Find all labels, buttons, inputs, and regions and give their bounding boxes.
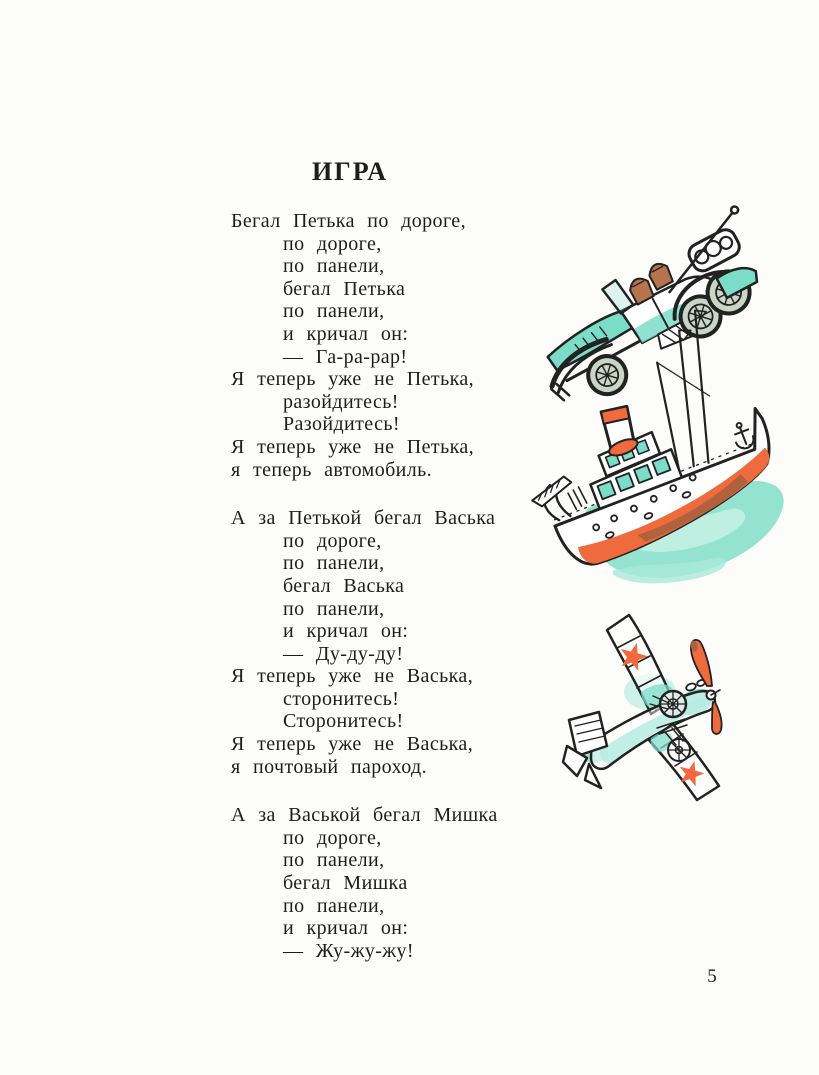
poem-line: Я теперь уже не Васька, (231, 733, 474, 756)
steamship-illustration (528, 318, 800, 610)
airplane-illustration (545, 600, 819, 830)
poem-line: по панели, (283, 597, 385, 620)
poem-line: по панели, (283, 255, 385, 278)
poem-line: Разойдитесь! (283, 413, 400, 436)
poem-line: Бегал Петька по дороге, (231, 210, 466, 232)
poem-line: бегал Петька (283, 277, 406, 300)
poem-line: — Ду-ду-ду! (283, 642, 404, 665)
stanza (231, 210, 498, 481)
poem-line: и кричал он: (283, 917, 409, 940)
poem-line: Я теперь уже не Петька, (231, 435, 475, 458)
stanza (231, 507, 498, 778)
poem-line: по панели, (283, 300, 385, 323)
poem-line: Я теперь уже не Васька, (231, 665, 474, 688)
stanza (231, 804, 498, 962)
poem-line: А за Васькой бегал Мишка (231, 804, 498, 827)
page-number: 5 (707, 966, 717, 987)
poem-line: по дороге, (283, 232, 382, 255)
poem-line: я теперь автомобиль. (231, 458, 433, 481)
ship-anchor-icon (730, 420, 756, 451)
poem-line: бегал Васька (283, 574, 405, 597)
poem-line: и кричал он: (283, 322, 409, 345)
poem-line: А за Петькой бегал Васька (231, 507, 496, 530)
poem-line: разойдитесь! (283, 390, 399, 413)
poem-line: по дороге, (283, 826, 382, 849)
poem-line: и кричал он: (283, 620, 409, 643)
poem-line: — Жу-жу-жу! (283, 939, 414, 962)
poem-line: Я теперь уже не Петька, (231, 368, 475, 391)
poem-line: по дороге, (283, 529, 382, 552)
poem-line: по панели, (283, 552, 385, 575)
poem-line: — Га-ра-рар! (283, 345, 408, 368)
poem-line: по панели, (283, 894, 385, 917)
poem-line: бегал Мишка (283, 872, 408, 895)
car-folded-top (685, 226, 742, 274)
poem-line: сторонитесь! (283, 687, 400, 710)
page-title: ИГРА (311, 157, 389, 186)
poem-line: я почтовый пароход. (231, 755, 428, 778)
poem (231, 210, 498, 988)
poem-line: Сторонитесь! (283, 710, 404, 733)
poem-line: по панели, (283, 849, 385, 872)
